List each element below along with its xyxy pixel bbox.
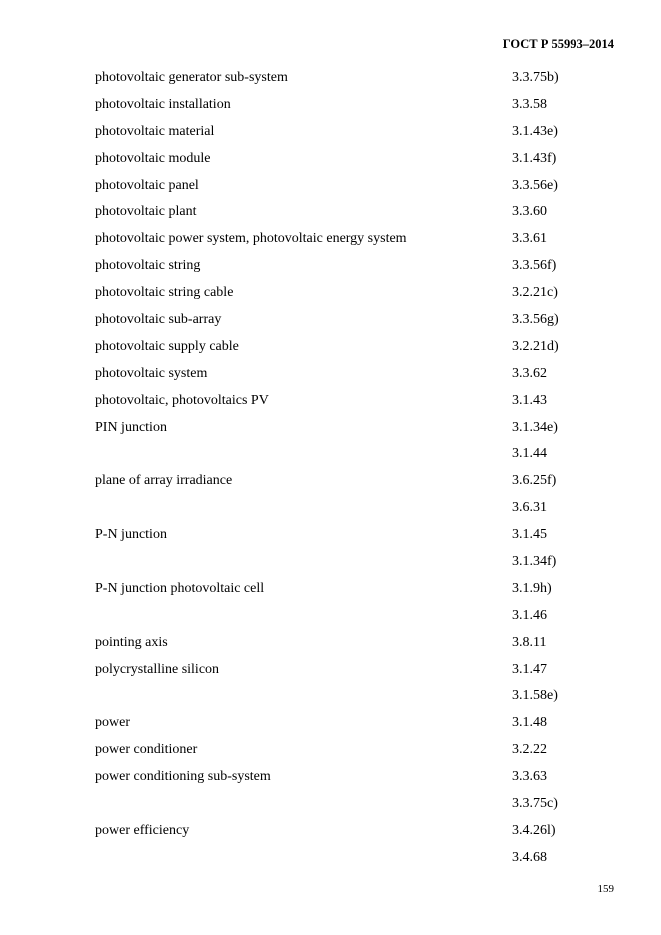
- index-reference: 3.1.46: [512, 607, 547, 623]
- index-reference: 3.3.60: [512, 204, 547, 220]
- index-row: [95, 713, 615, 740]
- index-row: [95, 122, 615, 149]
- index-row: [95, 68, 615, 95]
- page-number: 159: [597, 883, 614, 895]
- index-reference: 3.3.63: [512, 769, 547, 785]
- index-row: [95, 256, 615, 283]
- index-row: [95, 229, 615, 256]
- index-reference: 3.3.58: [512, 96, 547, 112]
- index-row: [95, 525, 615, 552]
- index-row: [95, 606, 615, 633]
- index-reference: 3.3.61: [512, 231, 547, 247]
- index-row: [95, 821, 615, 848]
- index-row: [95, 337, 615, 364]
- index-term: power conditioner: [95, 742, 198, 758]
- index-row: [95, 283, 615, 310]
- index-term: P-N junction photovoltaic cell: [95, 580, 265, 596]
- index-term: photovoltaic string: [95, 258, 201, 274]
- index-row: [95, 418, 615, 445]
- index-reference: 3.1.45: [512, 527, 547, 543]
- index-term: photovoltaic module: [95, 150, 211, 166]
- index-reference: 3.1.34f): [512, 554, 557, 570]
- index-row: [95, 391, 615, 418]
- index-row: [95, 176, 615, 203]
- index-reference: 3.8.11: [512, 634, 547, 650]
- index-row: [95, 202, 615, 229]
- index-term: photovoltaic power system, photovoltaic energy system: [95, 231, 407, 247]
- term-index-list: [95, 68, 615, 875]
- index-reference: 3.2.22: [512, 742, 547, 758]
- index-row: [95, 740, 615, 767]
- index-term: photovoltaic material: [95, 123, 215, 139]
- index-row: [95, 552, 615, 579]
- index-reference: 3.4.68: [512, 849, 547, 865]
- index-term: photovoltaic system: [95, 365, 208, 381]
- index-row: [95, 794, 615, 821]
- index-reference: 3.6.31: [512, 500, 547, 516]
- index-term: PIN junction: [95, 419, 167, 435]
- index-reference: 3.6.25f): [512, 473, 557, 489]
- index-term: P-N junction: [95, 527, 167, 543]
- index-term: photovoltaic sub-array: [95, 312, 222, 328]
- index-reference: 3.3.56e): [512, 177, 558, 193]
- index-term: photovoltaic, photovoltaics PV: [95, 392, 269, 408]
- index-reference: 3.1.43e): [512, 123, 558, 139]
- index-reference: 3.1.44: [512, 446, 547, 462]
- index-row: [95, 149, 615, 176]
- index-term: photovoltaic supply cable: [95, 338, 239, 354]
- index-term: photovoltaic installation: [95, 96, 231, 112]
- index-term: power: [95, 715, 130, 731]
- index-reference: 3.3.75c): [512, 796, 558, 812]
- index-term: photovoltaic string cable: [95, 285, 234, 301]
- index-reference: 3.1.34e): [512, 419, 558, 435]
- document-header: ГОСТ Р 55993–2014: [502, 37, 614, 51]
- index-reference: 3.3.56g): [512, 312, 559, 328]
- index-reference: 3.3.62: [512, 365, 547, 381]
- index-term: polycrystalline silicon: [95, 661, 220, 677]
- index-row: [95, 848, 615, 875]
- index-reference: 3.1.43: [512, 392, 547, 408]
- index-term: photovoltaic generator sub-system: [95, 70, 288, 85]
- index-reference: 3.1.9h): [512, 580, 552, 596]
- index-term: photovoltaic plant: [95, 204, 197, 220]
- index-row: [95, 633, 615, 660]
- index-row: [95, 686, 615, 713]
- index-term: power conditioning sub-system: [95, 769, 271, 785]
- index-row: [95, 310, 615, 337]
- index-reference: 3.3.56f): [512, 258, 557, 274]
- index-row: [95, 364, 615, 391]
- index-term: pointing axis: [95, 634, 168, 650]
- index-reference: 3.1.58e): [512, 688, 558, 704]
- index-row: [95, 579, 615, 606]
- index-row: [95, 444, 615, 471]
- index-term: power efficiency: [95, 822, 190, 838]
- index-term: plane of array irradiance: [95, 473, 233, 489]
- index-row: [95, 767, 615, 794]
- index-term: photovoltaic panel: [95, 177, 199, 193]
- index-reference: 3.1.47: [512, 661, 547, 677]
- index-row: [95, 660, 615, 687]
- index-reference: 3.3.75b): [512, 70, 559, 85]
- index-reference: 3.4.26l): [512, 822, 556, 838]
- index-row: [95, 95, 615, 122]
- index-row: [95, 471, 615, 498]
- index-reference: 3.1.43f): [512, 150, 557, 166]
- index-reference: 3.2.21c): [512, 285, 558, 301]
- index-reference: 3.2.21d): [512, 338, 559, 354]
- index-row: [95, 498, 615, 525]
- index-reference: 3.1.48: [512, 715, 547, 731]
